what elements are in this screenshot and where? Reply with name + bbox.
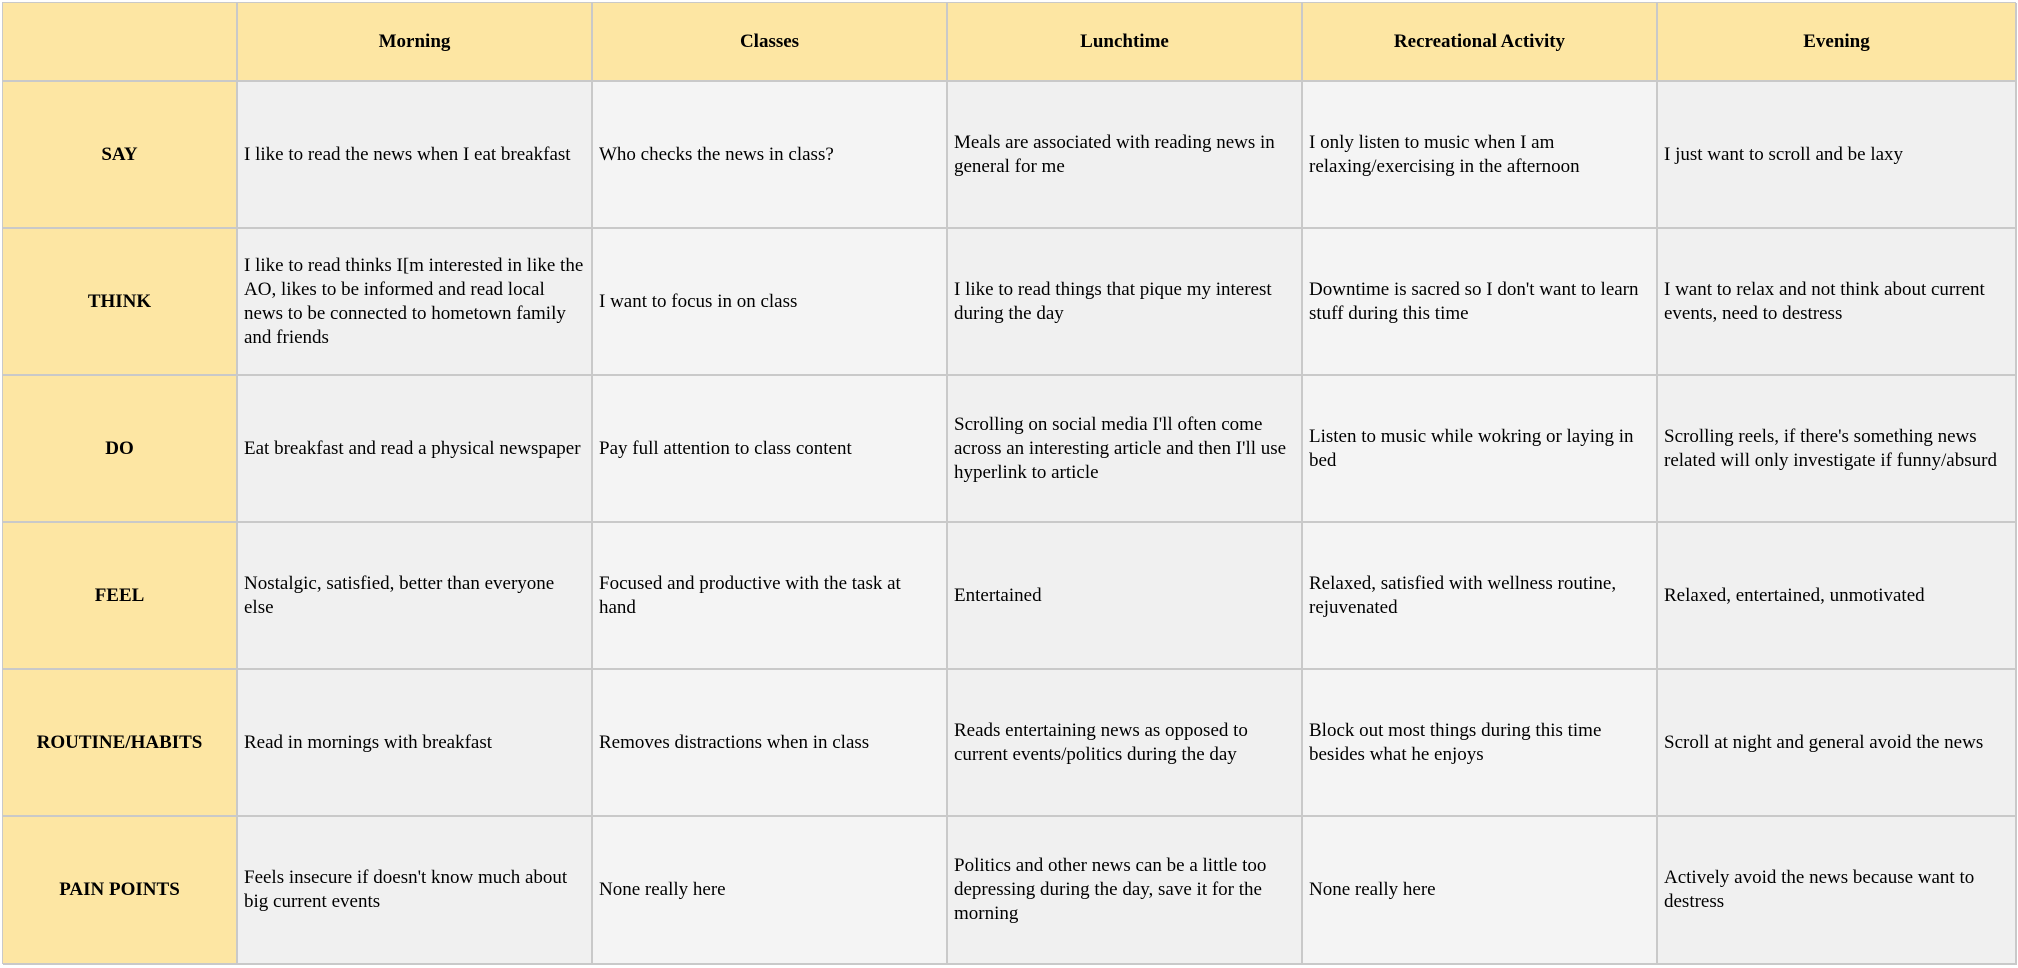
table-cell[interactable]: Read in mornings with breakfast	[238, 670, 593, 817]
corner-cell[interactable]	[3, 3, 238, 82]
table-cell[interactable]: Reads entertaining news as opposed to current events/politics during the day	[948, 670, 1303, 817]
row-header-routine-habits[interactable]: ROUTINE/HABITS	[3, 670, 238, 817]
column-header-classes[interactable]: Classes	[593, 3, 948, 82]
column-header-evening[interactable]: Evening	[1658, 3, 2017, 82]
table-cell[interactable]: Actively avoid the news because want to destress	[1658, 817, 2017, 965]
table-cell[interactable]: Pay full attention to class content	[593, 376, 948, 523]
table-cell[interactable]: I like to read things that pique my interest during the day	[948, 229, 1303, 376]
table-cell[interactable]: I like to read thinks I[m interested in like the AO, likes to be informed and read local news to be connected to hometown family and friends	[238, 229, 593, 376]
column-header-morning[interactable]: Morning	[238, 3, 593, 82]
table-cell[interactable]: Nostalgic, satisfied, better than everyone else	[238, 523, 593, 670]
table-cell[interactable]: Focused and productive with the task at hand	[593, 523, 948, 670]
table-cell[interactable]: Scrolling reels, if there's something news related will only investigate if funny/absurd	[1658, 376, 2017, 523]
table-cell[interactable]: I like to read the news when I eat breakfast	[238, 82, 593, 229]
row-header-feel[interactable]: FEEL	[3, 523, 238, 670]
empathy-map-table	[2, 2, 2016, 964]
table-cell[interactable]: Block out most things during this time besides what he enjoys	[1303, 670, 1658, 817]
row-header-say[interactable]: SAY	[3, 82, 238, 229]
table-cell[interactable]: I just want to scroll and be laxy	[1658, 82, 2017, 229]
row-header-pain-points[interactable]: PAIN POINTS	[3, 817, 238, 965]
table-cell[interactable]: Relaxed, entertained, unmotivated	[1658, 523, 2017, 670]
table-cell[interactable]: I want to relax and not think about current events, need to destress	[1658, 229, 2017, 376]
row-header-do[interactable]: DO	[3, 376, 238, 523]
row-header-think[interactable]: THINK	[3, 229, 238, 376]
table-cell[interactable]: Listen to music while wokring or laying in bed	[1303, 376, 1658, 523]
table-cell[interactable]: Entertained	[948, 523, 1303, 670]
table-cell[interactable]: Downtime is sacred so I don't want to learn stuff during this time	[1303, 229, 1658, 376]
table-cell[interactable]: Eat breakfast and read a physical newspaper	[238, 376, 593, 523]
table-cell[interactable]: Meals are associated with reading news in general for me	[948, 82, 1303, 229]
table-cell[interactable]: Who checks the news in class?	[593, 82, 948, 229]
column-header-lunchtime[interactable]: Lunchtime	[948, 3, 1303, 82]
table-cell[interactable]: None really here	[593, 817, 948, 965]
column-header-recreational-activity[interactable]: Recreational Activity	[1303, 3, 1658, 82]
table-cell[interactable]: Removes distractions when in class	[593, 670, 948, 817]
table-cell[interactable]: Scroll at night and general avoid the news	[1658, 670, 2017, 817]
table-cell[interactable]: Feels insecure if doesn't know much about big current events	[238, 817, 593, 965]
table-cell[interactable]: I want to focus in on class	[593, 229, 948, 376]
table-cell[interactable]: I only listen to music when I am relaxing/exercising in the afternoon	[1303, 82, 1658, 229]
table-cell[interactable]: Scrolling on social media I'll often come across an interesting article and then I'll use hyperlink to article	[948, 376, 1303, 523]
table-cell[interactable]: Politics and other news can be a little too depressing during the day, save it for the morning	[948, 817, 1303, 965]
table-cell[interactable]: Relaxed, satisfied with wellness routine, rejuvenated	[1303, 523, 1658, 670]
table-cell[interactable]: None really here	[1303, 817, 1658, 965]
